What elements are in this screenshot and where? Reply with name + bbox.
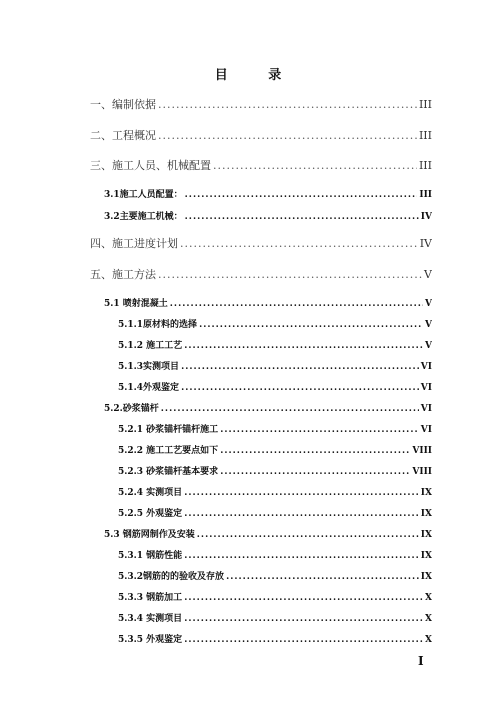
toc-entry[interactable] bbox=[118, 569, 432, 582]
toc-entry[interactable] bbox=[104, 527, 432, 540]
toc-entry-label: 二、工程概况 bbox=[90, 129, 156, 142]
toc-entry-page: X bbox=[425, 593, 432, 603]
toc-entry-page: III bbox=[418, 129, 432, 142]
toc-entry-page: III bbox=[418, 98, 432, 111]
toc-entry-page: IV bbox=[419, 237, 432, 250]
toc-entry[interactable] bbox=[118, 632, 432, 645]
toc-entry[interactable] bbox=[90, 96, 432, 112]
toc-entry-label: 5.1.4外观鉴定 bbox=[118, 383, 180, 393]
toc-entry-page: VI bbox=[420, 404, 432, 414]
toc-entry-page: III bbox=[418, 159, 432, 172]
toc-entry-page: VIII bbox=[412, 446, 432, 456]
toc-entry-label: 5.1.1原材料的选择 bbox=[118, 320, 198, 330]
toc-leader bbox=[197, 530, 419, 540]
toc-leader bbox=[184, 551, 419, 561]
toc-leader bbox=[184, 614, 423, 624]
toc-leader bbox=[158, 98, 417, 111]
toc-entry-label: 五、施工方法 bbox=[90, 268, 156, 281]
toc-entry-page: VI bbox=[420, 425, 432, 435]
toc-entry[interactable] bbox=[118, 548, 432, 561]
toc-leader bbox=[181, 383, 419, 393]
toc-entry-label: 3.2主要施工机械： bbox=[104, 212, 183, 222]
toc-entry-label: 5.2.2 施工工艺要点如下 bbox=[118, 446, 219, 456]
toc-entry[interactable] bbox=[118, 611, 432, 624]
toc-entry-label: 一、编制依据 bbox=[90, 98, 156, 111]
toc-title: 目 录 bbox=[214, 68, 300, 83]
toc-entry-label: 5.3 钢筋网制作及安装 bbox=[104, 530, 195, 540]
toc-entry[interactable] bbox=[118, 464, 432, 477]
toc-leader bbox=[158, 129, 417, 142]
toc-entry-page: V bbox=[425, 341, 432, 351]
toc-leader bbox=[184, 341, 423, 351]
toc-leader bbox=[185, 190, 418, 200]
toc-entry-label: 5.3.1 钢筋性能 bbox=[118, 551, 183, 561]
toc-entry-label: 5.2.3 砂浆锚杆基本要求 bbox=[118, 467, 219, 477]
toc-entry-page: IX bbox=[420, 572, 432, 582]
toc-entry-page: V bbox=[424, 268, 432, 281]
toc-entry[interactable] bbox=[118, 359, 432, 372]
toc-entry-page: VI bbox=[420, 362, 432, 372]
toc-leader bbox=[181, 362, 419, 372]
toc-entry-label: 四、施工进度计划 bbox=[90, 237, 178, 250]
toc-entry-page: IV bbox=[420, 212, 432, 222]
toc-entry-label: 3.1施工人员配置： bbox=[104, 190, 183, 200]
toc-entry[interactable] bbox=[90, 127, 432, 143]
toc-entry-label: 三、施工人员、机械配置 bbox=[90, 159, 211, 172]
toc-entry[interactable] bbox=[118, 506, 432, 519]
page-number: I bbox=[418, 654, 424, 668]
toc-leader bbox=[213, 159, 417, 172]
toc-entry-label: 5.3.2钢筋的的验收及存放 bbox=[118, 572, 225, 582]
toc-entry[interactable] bbox=[104, 296, 432, 309]
toc-entry-page: V bbox=[425, 320, 432, 330]
toc-leader bbox=[220, 446, 410, 456]
toc-entry-page: III bbox=[419, 190, 432, 200]
toc-entry[interactable] bbox=[90, 157, 432, 173]
toc-entry-label: 5.1.2 施工工艺 bbox=[118, 341, 183, 351]
toc-leader bbox=[161, 404, 419, 414]
toc-entry[interactable] bbox=[118, 443, 432, 456]
toc-leader bbox=[226, 572, 419, 582]
toc-leader bbox=[220, 467, 410, 477]
toc-entry-label: 5.3.3 钢筋加工 bbox=[118, 593, 183, 603]
toc-entry-page: V bbox=[425, 299, 432, 309]
toc-entry-page: VI bbox=[420, 383, 432, 393]
toc-leader bbox=[180, 237, 418, 250]
toc-leader bbox=[184, 593, 423, 603]
toc-entry[interactable] bbox=[118, 338, 432, 351]
toc-entry-page: X bbox=[425, 614, 432, 624]
toc-leader bbox=[158, 268, 422, 281]
toc-entry[interactable] bbox=[104, 209, 432, 222]
toc-entry[interactable] bbox=[118, 317, 432, 330]
toc-entry-page: IX bbox=[420, 509, 432, 519]
toc-entry[interactable] bbox=[118, 380, 432, 393]
toc-entry-label: 5.2.砂浆锚杆 bbox=[104, 404, 159, 414]
toc-leader bbox=[184, 509, 419, 519]
toc-entry-label: 5.2.1 砂浆锚杆锚杆施工 bbox=[118, 425, 219, 435]
toc-entry[interactable] bbox=[90, 235, 432, 251]
toc-entry[interactable] bbox=[104, 187, 432, 200]
toc-entry[interactable] bbox=[118, 422, 432, 435]
toc-entry-page: VIII bbox=[412, 467, 432, 477]
toc-entry-page: IX bbox=[420, 488, 432, 498]
toc-leader bbox=[199, 320, 423, 330]
toc-entry[interactable] bbox=[118, 590, 432, 603]
toc-leader bbox=[185, 212, 419, 222]
toc-leader bbox=[184, 635, 423, 645]
toc-entry-page: IX bbox=[420, 530, 432, 540]
toc-entry-label: 5.3.5 外观鉴定 bbox=[118, 635, 183, 645]
toc-entry-page: IX bbox=[420, 551, 432, 561]
toc-leader bbox=[170, 299, 423, 309]
toc-entry-label: 5.1.3实测项目 bbox=[118, 362, 180, 372]
toc-leader bbox=[184, 488, 419, 498]
toc-entry-label: 5.2.4 实测项目 bbox=[118, 488, 183, 498]
toc-entry[interactable] bbox=[104, 401, 432, 414]
toc-entry-label: 5.3.4 实测项目 bbox=[118, 614, 183, 624]
toc-leader bbox=[220, 425, 419, 435]
toc-entry[interactable] bbox=[90, 266, 432, 282]
toc-entry-page: X bbox=[425, 635, 432, 645]
toc-entry-label: 5.1 喷射混凝土 bbox=[104, 299, 168, 309]
toc-entry[interactable] bbox=[118, 485, 432, 498]
toc-entry-label: 5.2.5 外观鉴定 bbox=[118, 509, 183, 519]
